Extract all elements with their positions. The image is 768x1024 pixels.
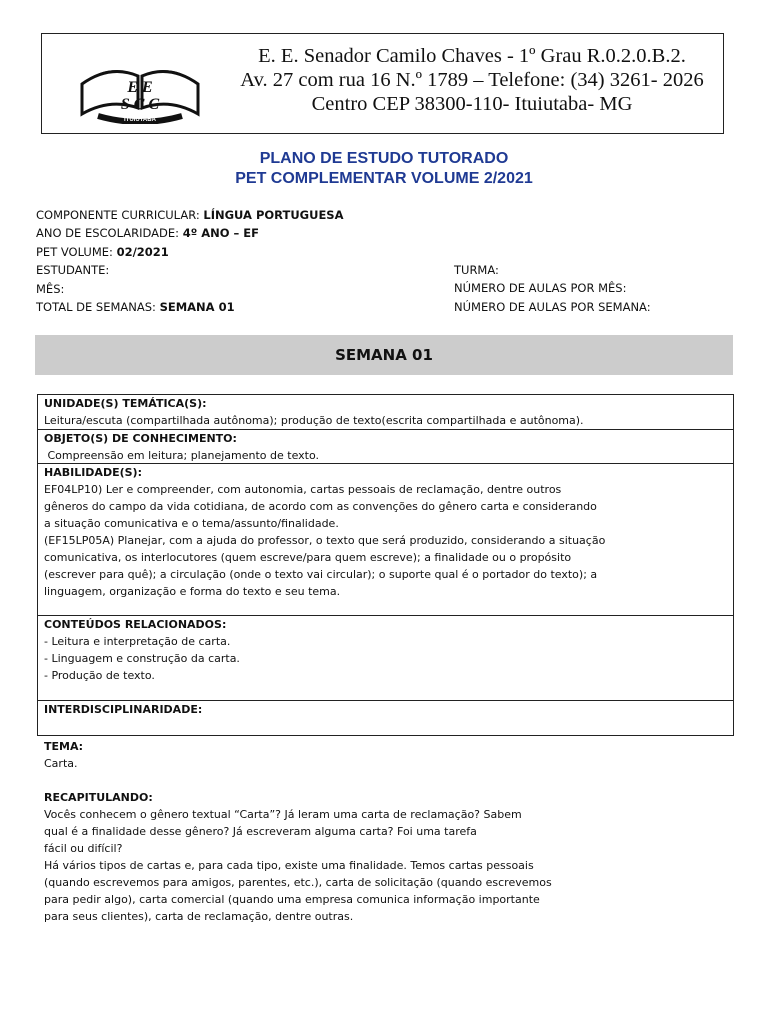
habilidade-line: gêneros do campo da vida cotidiana, de acordo com as convenções do gênero carta e considerando xyxy=(44,500,597,513)
tema-heading: TEMA: xyxy=(44,740,84,753)
interdisciplinaridade-cell xyxy=(38,701,733,735)
habilidade-line: comunicativa, os interlocutores (quem escreve/para quem escreve); a finalidade ou o propósito xyxy=(44,551,572,564)
info-aulas-mes: NÚMERO DE AULAS POR MÊS: xyxy=(454,281,627,296)
svg-text:E E: E E xyxy=(127,79,153,96)
student-info-right xyxy=(454,261,651,316)
conteudo-item: - Linguagem e construção da carta. xyxy=(44,652,240,665)
recapitulando-heading: RECAPITULANDO: xyxy=(44,791,153,804)
info-estudante: ESTUDANTE: xyxy=(36,263,110,278)
conteudos-heading: CONTEÚDOS RELACIONADOS: xyxy=(44,618,227,631)
unidades-tematicas-cell xyxy=(38,395,733,430)
info-turma: TURMA: xyxy=(454,263,499,277)
info-pet-volume: PET VOLUME: 02/2021 xyxy=(36,244,169,259)
school-header xyxy=(41,33,724,134)
conteudo-item: - Leitura e interpretação de carta. xyxy=(44,635,231,648)
tema-text: Carta. xyxy=(44,757,78,770)
unidades-heading: UNIDADE(S) TEMÁTICA(S): xyxy=(44,397,207,410)
info-total-semanas: TOTAL DE SEMANAS: SEMANA 01 xyxy=(36,300,235,315)
objetos-heading: OBJETO(S) DE CONHECIMENTO: xyxy=(44,432,237,445)
recapitulando-line: qual é a finalidade desse gênero? Já escreveram alguma carta? Foi uma tarefa xyxy=(44,825,477,838)
recapitulando-line: para pedir algo), carta comercial (quando uma empresa comunica informação importante xyxy=(44,893,540,906)
recapitulando-line: Há vários tipos de cartas e, para cada tipo, existe uma finalidade. Temos cartas pessoais xyxy=(44,859,534,872)
objetos-text: Compreensão em leitura; planejamento de texto. xyxy=(44,449,319,462)
habilidade-line: EF04LP10) Ler e compreender, com autonomia, cartas pessoais de reclamação, dentre outros xyxy=(44,483,562,496)
habilidade-line: (EF15LP05A) Planejar, com a ajuda do professor, o texto que será produzido, considerando a situação xyxy=(44,534,606,547)
recapitulando-line: fácil ou difícil? xyxy=(44,842,123,855)
habilidade-line: (escrever para quê); a circulação (onde o texto vai circular); o suporte qual é o portador do texto); a xyxy=(44,568,598,581)
school-logo-icon xyxy=(70,54,210,124)
habilidade-line: a situação comunicativa e o tema/assunto/finalidade. xyxy=(44,517,339,530)
habilidade-line: linguagem, organização e forma do texto e seu tema. xyxy=(44,585,341,598)
conteudo-item: - Produção de texto. xyxy=(44,669,155,682)
interdisciplinaridade-heading: INTERDISCIPLINARIDADE: xyxy=(44,703,203,716)
recapitulando-line: para seus clientes), carta de reclamação, dentre outras. xyxy=(44,910,354,923)
conteudos-cell xyxy=(38,616,733,701)
school-address-line: Av. 27 com rua 16 N.º 1789 – Telefone: (34) 3261- 2026 xyxy=(240,69,704,91)
week-heading: SEMANA 01 xyxy=(35,335,733,375)
info-mes: MÊS: xyxy=(36,281,65,296)
svg-text:S C C: S C C xyxy=(120,96,160,113)
habilidades-heading: HABILIDADE(S): xyxy=(44,466,142,479)
unidades-text: Leitura/escuta (compartilhada autônoma); produção de texto(escrita compartilhada e autônoma). xyxy=(44,414,584,427)
school-info xyxy=(232,44,712,116)
recapitulando-line: (quando escrevemos para amigos, parentes, etc.), carta de solicitação (quando escrevemos xyxy=(44,876,552,889)
svg-text:ITUIUTABA: ITUIUTABA xyxy=(124,117,156,123)
habilidades-cell xyxy=(38,464,733,616)
info-componente: COMPONENTE CURRICULAR: LÍNGUA PORTUGUESA xyxy=(36,208,344,222)
recapitulando-line: Vocês conhecem o gênero textual “Carta”? Já leram uma carta de reclamação? Sabem xyxy=(44,808,522,821)
info-ano: ANO DE ESCOLARIDADE: 4º ANO – EF xyxy=(36,226,259,241)
objetos-cell xyxy=(38,430,733,464)
student-info-left xyxy=(36,206,344,316)
spacer xyxy=(44,772,552,789)
page-title: PLANO DE ESTUDO TUTORADO xyxy=(259,150,509,167)
curriculum-table xyxy=(37,394,734,736)
school-cep-line: Centro CEP 38300-110- Ituiutaba- MG xyxy=(311,93,633,115)
page-subtitle: PET COMPLEMENTAR VOLUME 2/2021 xyxy=(235,170,533,187)
lesson-body xyxy=(44,738,552,925)
info-aulas-semana: NÚMERO DE AULAS POR SEMANA: xyxy=(454,299,651,314)
school-name-line: E. E. Senador Camilo Chaves - 1º Grau R.0.2.0.B.2. xyxy=(258,45,686,67)
